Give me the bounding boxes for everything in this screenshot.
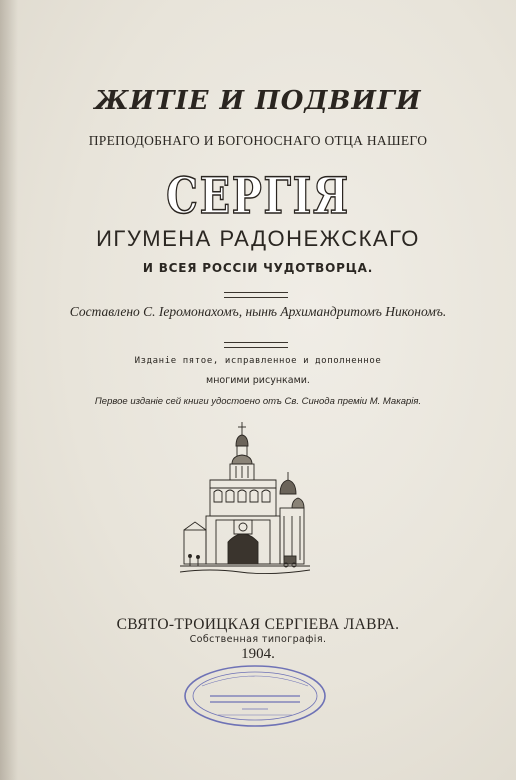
publication-year: 1904. (241, 646, 275, 662)
ornamental-rule (224, 342, 288, 348)
edition-line-2: многими рисунками. (206, 375, 310, 386)
title-line-5: И ВСЕЯ РОССІИ ЧУДОТВОРЦА. (142, 261, 374, 275)
title-name: СЕРГІЯ (166, 166, 350, 225)
title-line-4: ИГУМЕНА РАДОНЕЖСКАГО (96, 226, 420, 251)
ornamental-rule (224, 292, 288, 298)
ownership-stamp-icon (180, 658, 330, 730)
publisher-line-1: СВЯТО-ТРОИЦКАЯ СЕРГІЕВА ЛАВРА. (116, 616, 400, 633)
publisher-line-2: Собственная типографія. (189, 634, 327, 645)
edition-line-3: Первое изданіе сей книги удостоено отъ Св. Синода преміи М. Макарія. (94, 396, 422, 407)
title-line-2: ПРЕПОДОБНАГО И БОГОНОСНАГО ОТЦА НАШЕГО (88, 133, 428, 148)
edition-line-1: Изданіе пятое, исправленное и дополненное (134, 356, 382, 366)
monastery-gate-engraving-icon (180, 420, 310, 585)
title-line-1: ЖИТІЕ И ПОДВИГИ (94, 86, 422, 116)
spine-shadow (0, 0, 18, 780)
author-line: Составлено С. Іеромонахомъ, нынѣ Архимандритомъ Никономъ. (69, 304, 447, 319)
